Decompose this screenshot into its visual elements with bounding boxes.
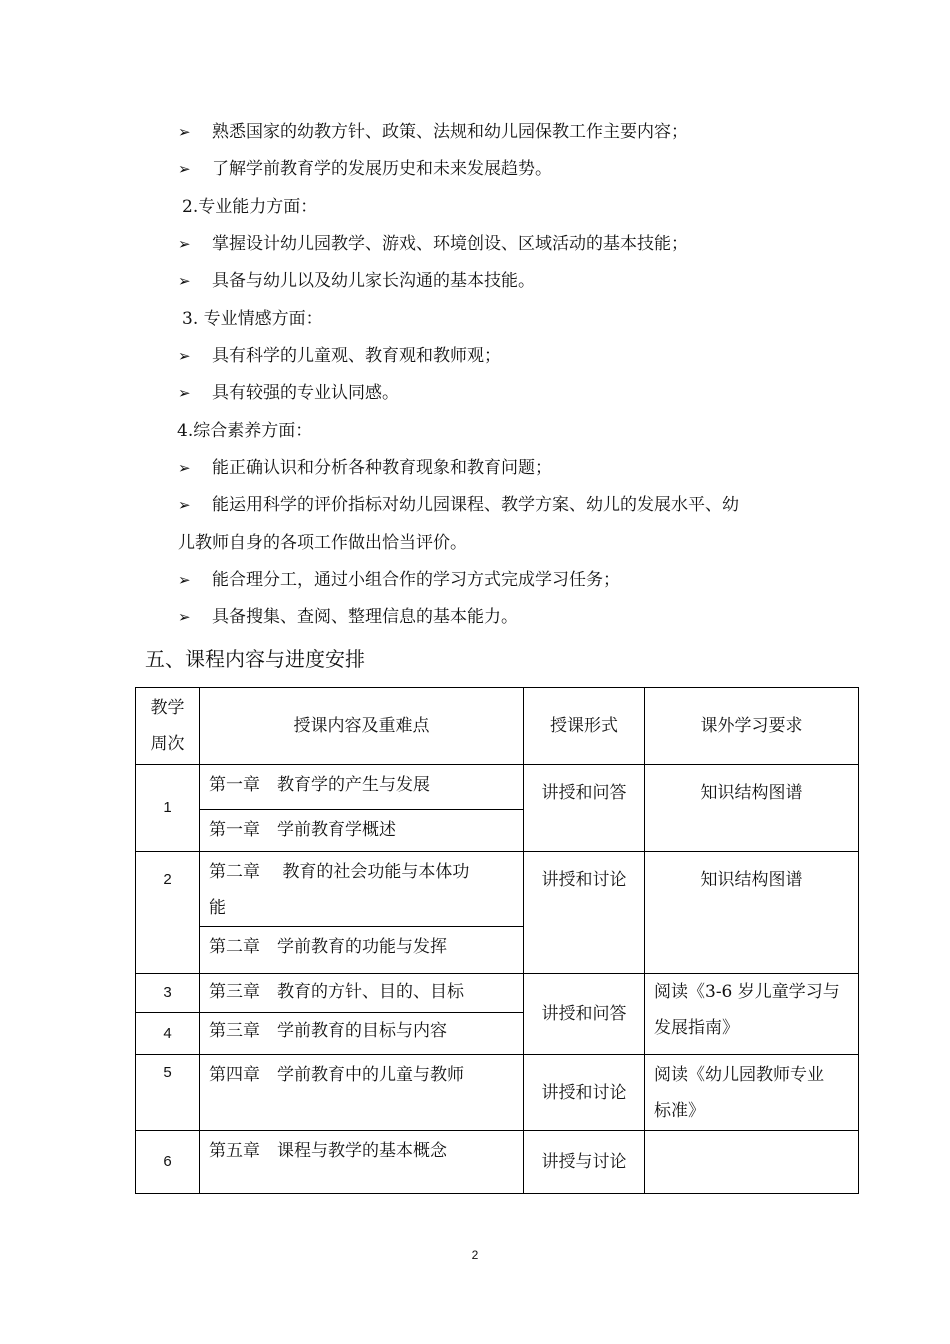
content-cell: 第四章 学前教育中的儿童与教师: [200, 1055, 524, 1131]
course-schedule-table: [135, 687, 859, 1194]
bullet-text: 具有科学的儿童观、教育观和教师观；: [212, 346, 501, 366]
header-requirement: 课外学习要求: [645, 688, 859, 765]
form-cell: 讲授和问答: [524, 765, 645, 852]
content-cell: 第五章 课程与教学的基本概念: [200, 1131, 524, 1194]
bullet-text: 能正确认识和分析各种教育现象和教育问题；: [212, 458, 552, 478]
section-heading: 3. 专业情感方面：: [182, 309, 323, 329]
content-cell: 第一章 教育学的产生与发展: [200, 765, 524, 810]
bullet-marker-icon: ➢: [178, 347, 191, 365]
bullet-text: 熟悉国家的幼教方针、政策、法规和幼儿园保教工作主要内容；: [212, 122, 688, 142]
requirement-line: 阅读《幼儿园教师专业: [654, 1065, 824, 1085]
header-week: [136, 688, 200, 765]
week-cell: 2: [136, 852, 200, 974]
section-heading: 2.专业能力方面：: [182, 197, 318, 217]
requirement-cell: 知识结构图谱: [645, 852, 859, 974]
bullet-marker-icon: ➢: [178, 123, 191, 141]
form-cell: 讲授和问答: [524, 974, 645, 1055]
section-heading: 4.综合素养方面：: [177, 421, 313, 441]
bullet-text: 能合理分工，通过小组合作的学习方式完成学习任务；: [212, 570, 620, 590]
bullet-marker-icon: ➢: [178, 384, 191, 402]
requirement-cell: [645, 1055, 859, 1131]
week-cell: 1: [136, 765, 200, 852]
section-five-heading: 五、课程内容与进度安排: [145, 647, 365, 671]
requirement-cell-empty: [645, 1131, 859, 1194]
bullet-marker-icon: ➢: [178, 272, 191, 290]
bullet-text: 掌握设计幼儿园教学、游戏、环境创设、区域活动的基本技能；: [212, 234, 688, 254]
bullet-text: 了解学前教育学的发展历史和未来发展趋势。: [212, 159, 552, 179]
header-week-line2: 周次: [150, 734, 185, 754]
bullet-marker-icon: ➢: [178, 235, 191, 253]
bullet-marker-icon: ➢: [178, 608, 191, 626]
content-line: 第二章 教育的社会功能与本体功: [209, 862, 470, 882]
table-row: [136, 1055, 859, 1131]
requirement-cell: [645, 974, 859, 1055]
requirement-line: 阅读《3-6 岁儿童学习与: [654, 982, 840, 1002]
table-row: [136, 974, 859, 1013]
bullet-marker-icon: ➢: [178, 571, 191, 589]
content-cell: 第二章 学前教育的功能与发挥: [200, 927, 524, 974]
week-cell: 5: [136, 1055, 200, 1131]
table-row: [136, 1131, 859, 1194]
header-week-line1: 教学: [150, 698, 185, 718]
requirement-line: 发展指南》: [654, 1018, 739, 1038]
content-cell: [200, 852, 524, 927]
week-cell: 3: [136, 974, 200, 1013]
bullet-marker-icon: ➢: [178, 496, 191, 514]
header-form: 授课形式: [524, 688, 645, 765]
bullet-marker-icon: ➢: [178, 160, 191, 178]
bullet-text-continuation: 儿教师自身的各项工作做出恰当评价。: [178, 533, 467, 553]
table-row: [136, 765, 859, 810]
week-cell: 6: [136, 1131, 200, 1194]
content-cell: 第一章 学前教育学概述: [200, 810, 524, 852]
header-content: 授课内容及重难点: [200, 688, 524, 765]
bullet-text: 具备搜集、查阅、整理信息的基本能力。: [212, 607, 518, 627]
table-header-row: [136, 688, 859, 765]
requirement-line: 标准》: [654, 1101, 705, 1121]
bullet-marker-icon: ➢: [178, 459, 191, 477]
week-cell: 4: [136, 1013, 200, 1055]
bullet-text: 具备与幼儿以及幼儿家长沟通的基本技能。: [212, 271, 535, 291]
form-cell: 讲授与讨论: [524, 1131, 645, 1194]
form-cell: 讲授和讨论: [524, 1055, 645, 1131]
content-line: 能: [209, 898, 226, 918]
table-row: [136, 852, 859, 927]
bullet-text: 具有较强的专业认同感。: [212, 383, 399, 403]
page-number: 2: [471, 1248, 479, 1262]
requirement-cell: 知识结构图谱: [645, 765, 859, 852]
content-cell: 第三章 教育的方针、目的、目标: [200, 974, 524, 1013]
bullet-text: 能运用科学的评价指标对幼儿园课程、教学方案、幼儿的发展水平、幼: [212, 495, 739, 515]
content-cell: 第三章 学前教育的目标与内容: [200, 1013, 524, 1055]
form-cell: 讲授和讨论: [524, 852, 645, 974]
